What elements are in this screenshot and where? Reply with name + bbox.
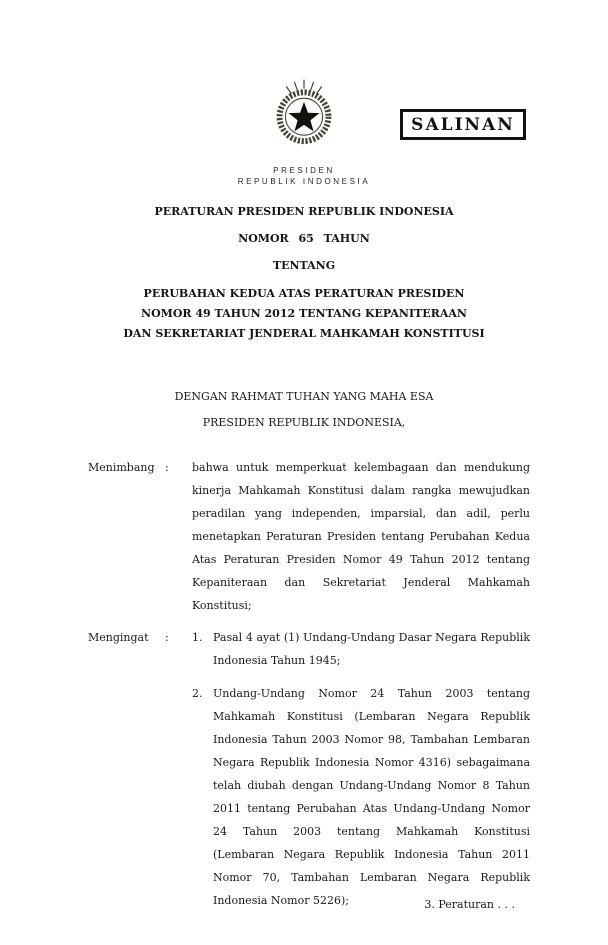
regulation-title: PERATURAN PRESIDEN REPUBLIK INDONESIA: [154, 205, 454, 218]
recalling-item-1-number: 1.: [192, 631, 203, 644]
tentang-label: TENTANG: [272, 259, 336, 272]
recalling-clause: [88, 626, 530, 922]
subject-line-3: DAN SEKRETARIAT JENDERAL MAHKAMAH KONSTITUSI: [123, 327, 485, 340]
regulation-number: NOMOR 65 TAHUN: [238, 232, 370, 245]
subject-line-2: NOMOR 49 TAHUN 2012 TENTANG KEPANITERAAN: [141, 307, 467, 320]
considering-colon: :: [165, 461, 169, 474]
salinan-label: SALINAN: [411, 114, 515, 135]
considering-clause: [88, 456, 530, 617]
letterhead: [0, 165, 608, 187]
recalling-item-1: [192, 626, 530, 672]
subject-line-1: PERUBAHAN KEDUA ATAS PERATURAN PRESIDEN: [143, 287, 465, 300]
catchword: 3. Peraturan . . .: [424, 898, 515, 911]
preamble: [0, 384, 608, 436]
recalling-item-1-text: Pasal 4 ayat (1) Undang-Undang Dasar Negara Republik Indonesia Tahun 1945;: [213, 631, 530, 667]
considering-label: Menimbang: [88, 461, 155, 474]
presidential-emblem-icon: [267, 76, 341, 150]
recalling-colon: :: [165, 631, 169, 644]
recalling-item-2-text: Undang-Undang Nomor 24 Tahun 2003 tentang Mahkamah Konstitusi (Lembaran Negara Republik Indonesia Tahun 2003 Nomor 98, Tambahan Lembaran Negara Republik Indonesia Nomor 4316) sebagaimana telah diubah dengan Undang-Undang Nomor 8 Tahun 2011 tentang Perubahan Atas Undang-Undang Nomor 24 Tahun 2003 tentang Mahkamah Konstitusi (Lembaran Negara Republik Indonesia Tahun 2011 Nomor 70, Tambahan Lembaran Negara Republik Indonesia Nomor 5226);: [213, 687, 530, 907]
letterhead-republik-indonesia: REPUBLIK INDONESIA: [237, 177, 371, 186]
salinan-stamp: [400, 109, 526, 140]
star-wreath-emblem-graphic: [267, 76, 341, 150]
preamble-presiden-line: PRESIDEN REPUBLIK INDONESIA,: [202, 416, 406, 429]
recalling-item-2-number: 2.: [192, 687, 203, 700]
preamble-rahmat-line: DENGAN RAHMAT TUHAN YANG MAHA ESA: [174, 390, 434, 403]
regulation-subject: [0, 284, 608, 344]
letterhead-presiden: PRESIDEN: [273, 166, 335, 175]
recalling-items: [192, 626, 530, 922]
title-block: [0, 205, 608, 344]
recalling-item-2: [192, 682, 530, 912]
recalling-label: Mengingat: [88, 631, 149, 644]
considering-text: bahwa untuk memperkuat kelembagaan dan mendukung kinerja Mahkamah Konstitusi dalam rangka mewujudkan peradilan yang independen, imparsial, dan adil, perlu menetapkan Peraturan Presiden tentang Perubahan Kedua Atas Peraturan Presiden Nomor 49 Tahun 2012 tentang Kepaniteraan dan Sekretariat Jenderal Mahkamah Konstitusi;: [192, 461, 530, 612]
